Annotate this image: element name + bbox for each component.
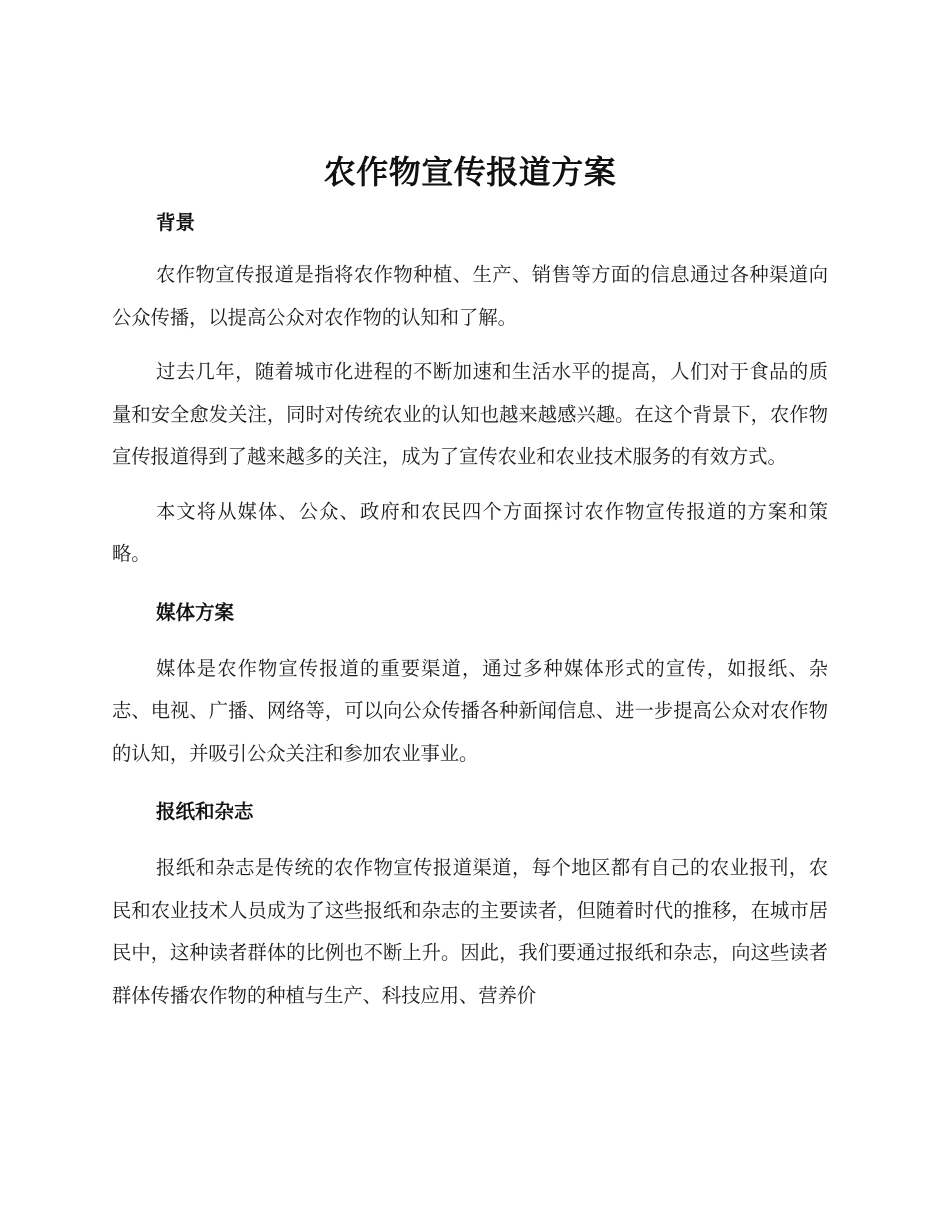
document-page <box>112 148 828 1029</box>
paragraph: 报纸和杂志是传统的农作物宣传报道渠道，每个地区都有自己的农业报刊，农民和农业技术人员成为了这些报纸和杂志的主要读者，但随着时代的推移，在城市居民中，这种读者群体的比例也不断上升。因此，我们要通过报纸和杂志，向这些读者群体传播农作物的种植与生产、科技应用、营养价 <box>112 856 828 1007</box>
document-title: 农作物宣传报道方案 <box>323 153 617 191</box>
paragraph: 过去几年，随着城市化进程的不断加速和生活水平的提高，人们对于食品的质量和安全愈发关注，同时对传统农业的认知也越来越感兴趣。在这个背景下，农作物宣传报道得到了越来越多的关注，成为了宣传农业和农业技术服务的有效方式。 <box>112 360 828 468</box>
section-heading-media: 媒体方案 <box>156 600 235 624</box>
paragraph: 媒体是农作物宣传报道的重要渠道，通过多种媒体形式的宣传，如报纸、杂志、电视、广播、网络等，可以向公众传播各种新闻信息、进一步提高公众对农作物的认知，并吸引公众关注和参加农业事业。 <box>112 656 828 765</box>
section-heading-background: 背景 <box>156 211 196 234</box>
paragraph: 本文将从媒体、公众、政府和农民四个方面探讨农作物宣传报道的方案和策略。 <box>112 499 828 565</box>
section-heading-newspapers: 报纸和杂志 <box>156 800 254 823</box>
paragraph: 农作物宣传报道是指将农作物种植、生产、销售等方面的信息通过各种渠道向公众传播，以提高公众对农作物的认知和了解。 <box>112 263 828 329</box>
